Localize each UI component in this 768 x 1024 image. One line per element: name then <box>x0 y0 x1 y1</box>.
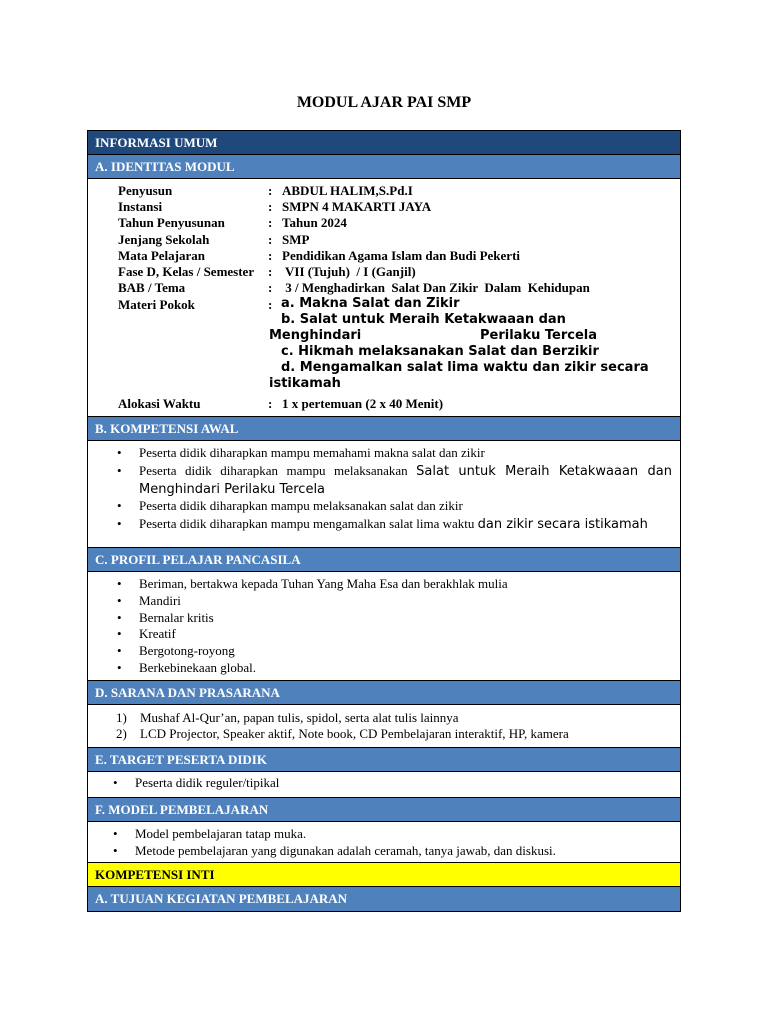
identitas-value: VII (Tujuh) / I (Ganjil) <box>282 264 416 280</box>
list-item: • Bernalar kritis <box>139 610 672 627</box>
colon: : <box>268 280 273 296</box>
colon: : <box>268 247 273 263</box>
identitas-key: Instansi <box>118 199 163 215</box>
list-item: • Bergotong-royong <box>139 643 672 660</box>
colon: : <box>268 215 273 231</box>
list-item: • Mandiri <box>139 593 672 610</box>
document-title: MODUL AJAR PAI SMP <box>296 94 472 111</box>
materi-item: c. Hikmah melaksanakan Salat dan Berzikir <box>281 344 599 360</box>
sarana-header: D. SARANA DAN PRASARANA <box>88 681 680 705</box>
kompetensi-inti-header: KOMPETENSI INTI <box>88 863 680 887</box>
identitas-value: Tahun 2024 <box>282 215 347 231</box>
identitas-key: Tahun Penyusunan <box>118 215 225 231</box>
colon: : <box>268 297 273 313</box>
materi-item: Menghindari <box>269 328 362 344</box>
materi-item: Perilaku Tercela <box>480 328 597 344</box>
item-number: 2) <box>116 726 127 741</box>
module-table <box>87 130 681 912</box>
materi-pokok-block <box>118 296 680 392</box>
materi-item: istikamah <box>269 376 341 392</box>
list-item <box>139 498 672 516</box>
list-item: • Beriman, bertakwa kepada Tuhan Yang Maha Esa dan berakhlak mulia <box>139 576 672 593</box>
list-item: • Berkebinekaan global. <box>139 660 672 677</box>
identitas-header: A. IDENTITAS MODUL <box>88 155 680 179</box>
item-text: Peserta didik diharapkan mampu mengamalkan salat lima waktu <box>139 516 478 532</box>
item-text: Salat untuk Meraih Ketakwaaan dan Menghindari Perilaku Tercela <box>139 463 672 497</box>
alokasi-key: Alokasi Waktu <box>118 396 201 412</box>
item-text: Mushaf Al-Qur’an, papan tulis, spidol, serta alat tulis lainnya <box>140 710 459 725</box>
model-section <box>88 822 680 863</box>
list-item: • Kreatif <box>139 626 672 643</box>
alokasi-value: 1 x pertemuan (2 x 40 Menit) <box>282 396 444 412</box>
materi-item: b. Salat untuk Meraih Ketakwaaan dan <box>281 312 566 328</box>
item-text: Peserta didik diharapkan mampu memahami makna salat dan zikir <box>139 445 485 460</box>
identitas-section <box>88 179 680 417</box>
alokasi-row <box>118 396 680 412</box>
list-item: • Model pembelajaran tatap muka. <box>135 826 672 843</box>
colon: : <box>268 199 273 215</box>
identitas-key: Mata Pelajaran <box>118 247 206 263</box>
identitas-row <box>118 264 680 280</box>
list-item <box>116 710 680 726</box>
identitas-row <box>118 183 680 199</box>
list-item <box>116 726 680 742</box>
info-umum-header: INFORMASI UMUM <box>88 131 680 155</box>
colon: : <box>268 396 273 412</box>
identitas-value: ABDUL HALIM,S.Pd.I <box>282 183 413 198</box>
list-item: • Metode pembelajaran yang digunakan adalah ceramah, tanya jawab, dan diskusi. <box>135 843 672 860</box>
identitas-key: Fase D, Kelas / Semester <box>118 264 255 280</box>
list-item <box>139 516 672 534</box>
colon: : <box>268 264 273 280</box>
list-item <box>139 445 672 463</box>
identitas-value: SMPN 4 MAKARTI JAYA <box>282 199 432 215</box>
identitas-value: SMP <box>282 231 310 247</box>
identitas-value: 3 / Menghadirkan Salat Dan Zikir Dalam Kehidupan <box>282 280 590 296</box>
item-text: Peserta didik diharapkan mampu melaksanakan <box>139 462 417 478</box>
materi-key: Materi Pokok <box>118 297 195 313</box>
identitas-row <box>118 248 680 264</box>
colon: : <box>268 231 273 247</box>
item-text: dan zikir secara istikamah <box>477 517 648 533</box>
profil-header: C. PROFIL PELAJAR PANCASILA <box>88 548 680 572</box>
identitas-row <box>118 280 680 296</box>
kompetensi-awal-header: B. KOMPETENSI AWAL <box>88 417 680 441</box>
profil-section <box>88 572 680 681</box>
identitas-key: Penyusun <box>118 183 173 198</box>
colon: : <box>268 183 273 198</box>
materi-item: a. Makna Salat dan Zikir <box>281 296 460 312</box>
identitas-row <box>118 215 680 231</box>
list-item: • Peserta didik reguler/tipikal <box>135 775 672 792</box>
identitas-row <box>118 199 680 215</box>
item-text: LCD Projector, Speaker aktif, Note book, CD Pembelajaran interaktif, HP, kamera <box>140 726 569 741</box>
identitas-key: BAB / Tema <box>118 280 186 296</box>
materi-item: d. Mengamalkan salat lima waktu dan zikir secara <box>281 360 649 376</box>
identitas-key: Jenjang Sekolah <box>118 231 210 247</box>
list-item <box>139 463 672 499</box>
identitas-value: Pendidikan Agama Islam dan Budi Pekerti <box>282 247 521 263</box>
model-header: F. MODEL PEMBELAJARAN <box>88 798 680 822</box>
identitas-row <box>118 232 680 248</box>
item-number: 1) <box>116 710 127 725</box>
sarana-section <box>88 705 680 748</box>
target-section <box>88 772 680 798</box>
kompetensi-awal-section <box>88 441 680 548</box>
item-text: Peserta didik diharapkan mampu melaksanakan salat dan zikir <box>139 498 463 514</box>
tujuan-header: A. TUJUAN KEGIATAN PEMBELAJARAN <box>88 887 680 911</box>
target-header: E. TARGET PESERTA DIDIK <box>88 748 680 772</box>
